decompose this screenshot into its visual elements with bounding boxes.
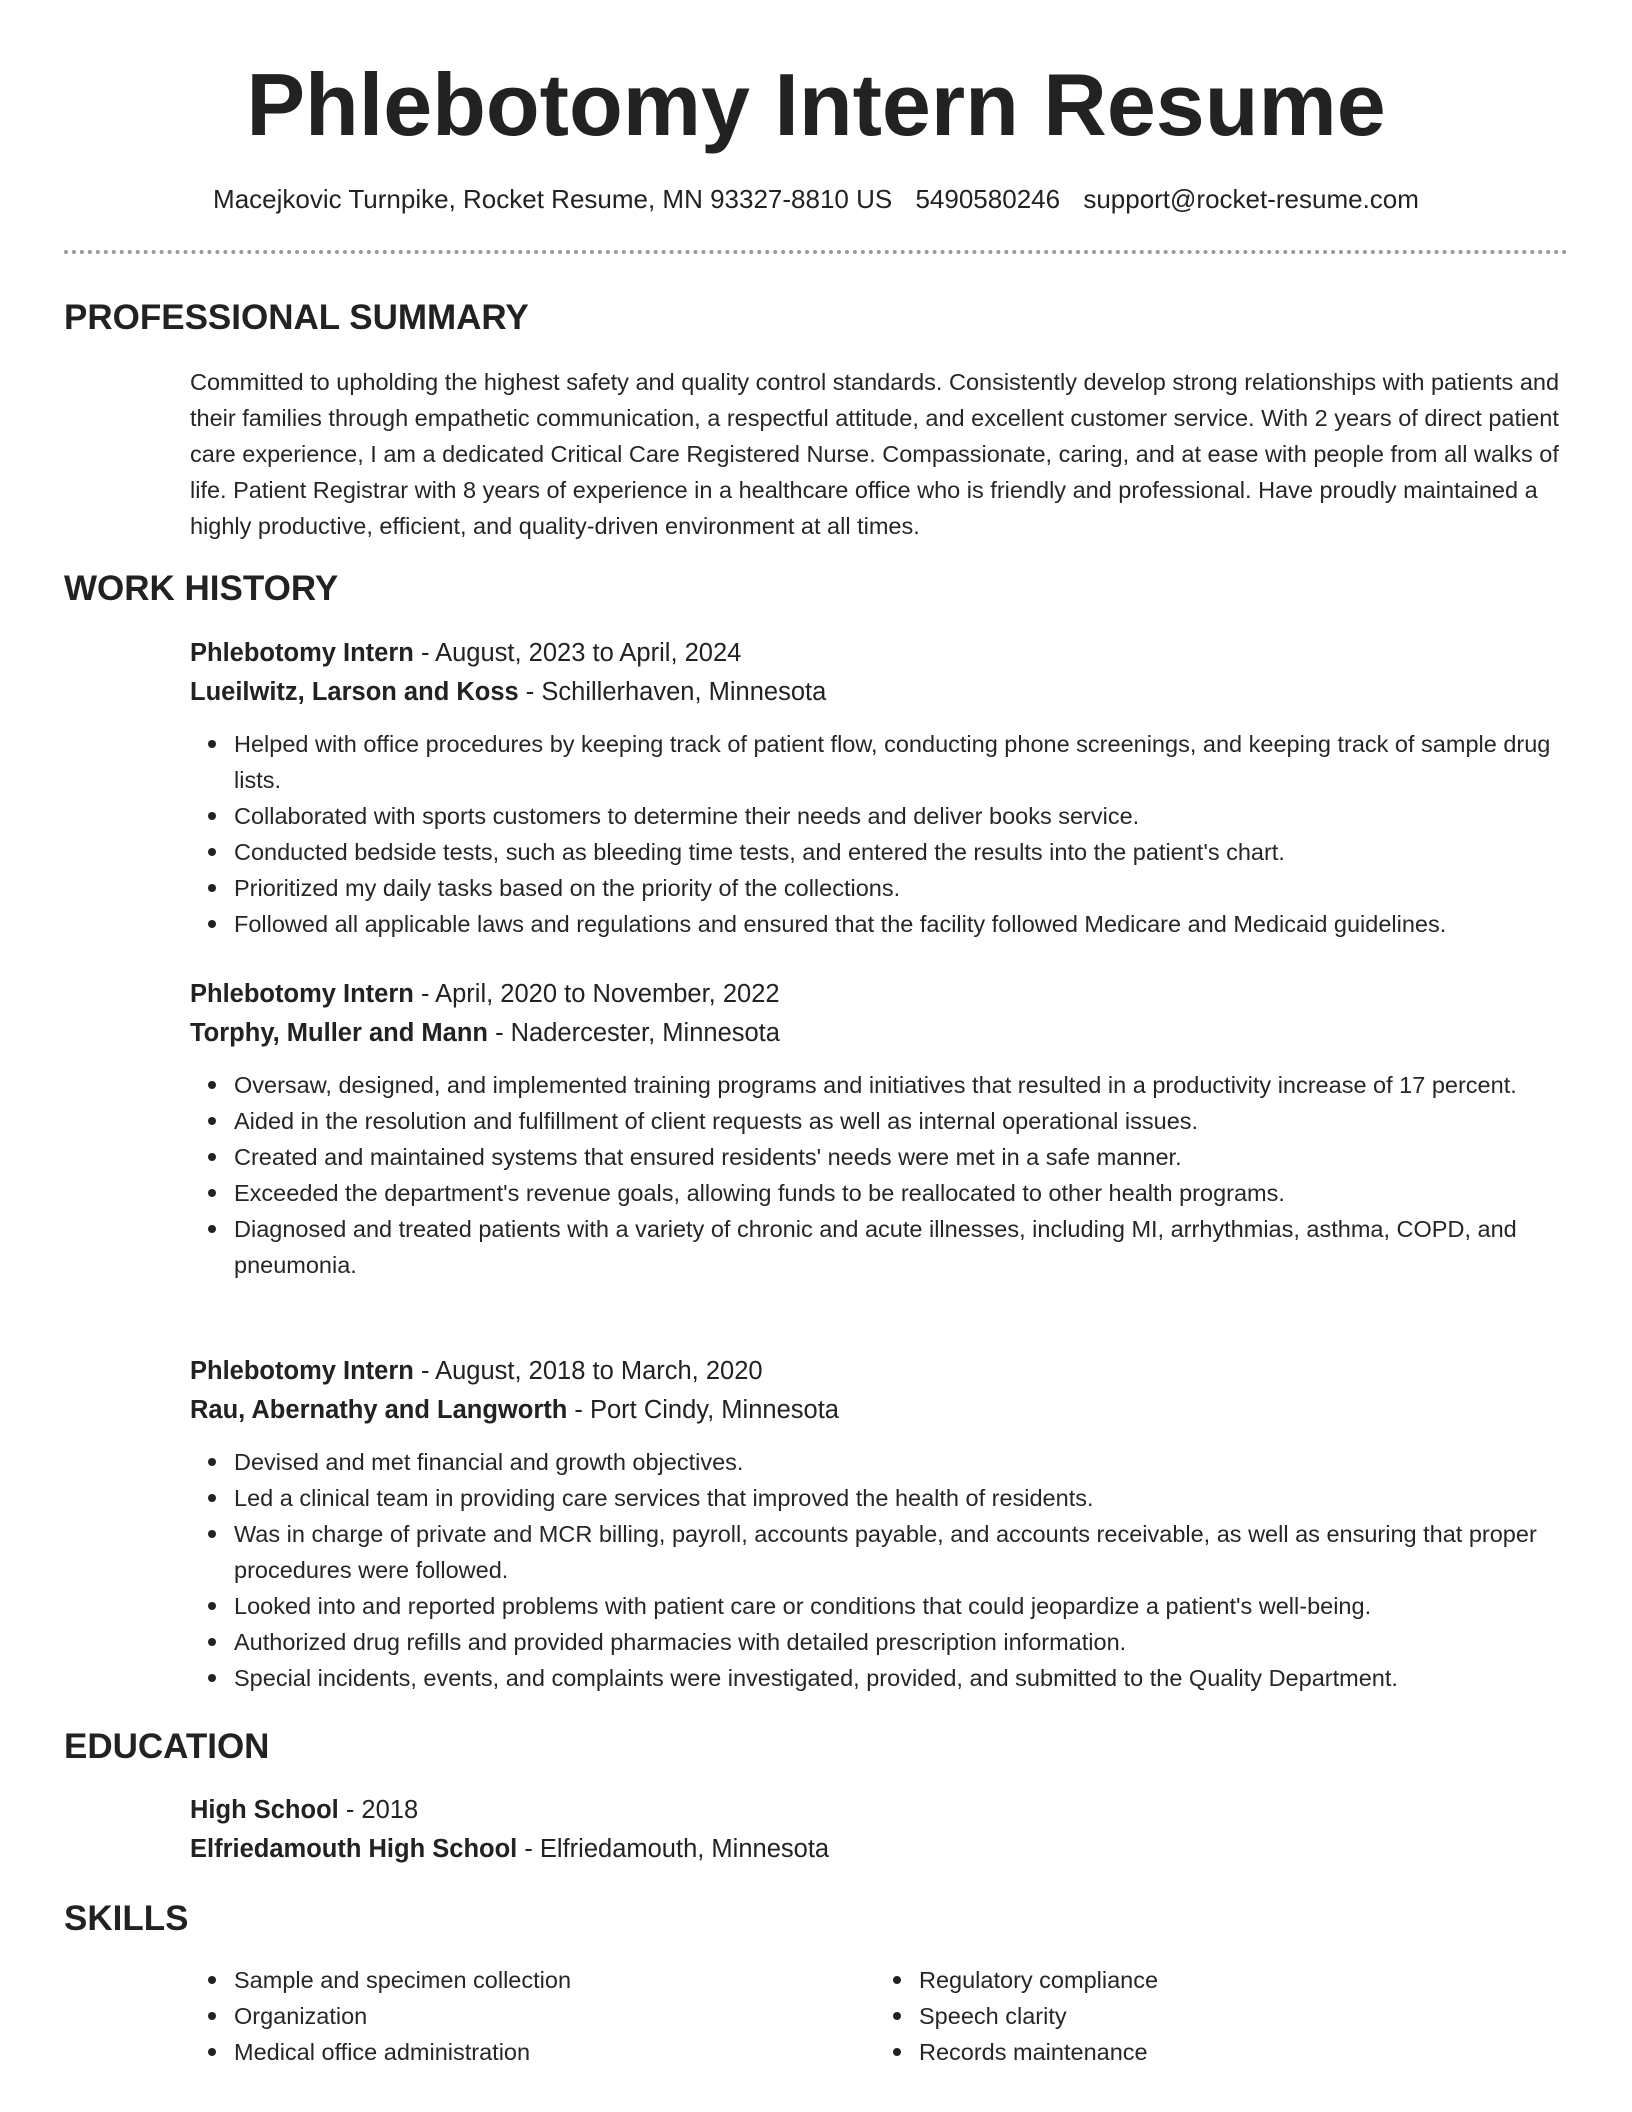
job-bullet: Prioritized my daily tasks based on the priority of the collections. — [234, 870, 1560, 906]
resume-page — [64, 0, 1568, 2065]
email: support@rocket-resume.com — [1083, 184, 1419, 214]
job-bullets — [190, 726, 1560, 942]
education-entry — [190, 1791, 1560, 1869]
skills-columns — [190, 1962, 1560, 2070]
job-company: Rau, Abernathy and Langworth — [190, 1396, 568, 1424]
job-bullet: Helped with office procedures by keeping track of patient flow, conducting phone screenings, and keeping track of sample drug lists. — [234, 726, 1560, 798]
skill-item: Sample and specimen collection — [234, 1962, 875, 1998]
work-history-heading: WORK HISTORY — [64, 569, 339, 608]
education-heading: EDUCATION — [64, 1727, 270, 1766]
job-bullet: Looked into and reported problems with patient care or conditions that could jeopardize a patient's well-being. — [234, 1588, 1560, 1624]
education-school: Elfriedamouth High School — [190, 1835, 518, 1863]
skill-item: Speech clarity — [919, 1998, 1560, 2034]
job-dates: - August, 2018 to March, 2020 — [413, 1357, 763, 1385]
skill-item: Organization — [234, 1998, 875, 2034]
job-role: Phlebotomy Intern — [190, 980, 414, 1008]
skills-heading: SKILLS — [64, 1899, 189, 1938]
job-title-line — [190, 1352, 1560, 1391]
summary-section — [190, 364, 1560, 544]
job-company: Lueilwitz, Larson and Koss — [190, 678, 519, 706]
job-title-line — [190, 634, 1560, 673]
job-dates: - April, 2020 to November, 2022 — [413, 980, 780, 1008]
education-degree-line — [190, 1791, 1560, 1830]
education-degree: High School — [190, 1796, 339, 1824]
job-bullet: Created and maintained systems that ensured residents' needs were met in a safe manner. — [234, 1139, 1560, 1175]
job-bullet: Exceeded the department's revenue goals, allowing funds to be reallocated to other health programs. — [234, 1175, 1560, 1211]
education-year: - 2018 — [338, 1796, 419, 1824]
phone: 5490580246 — [915, 184, 1061, 214]
summary-text: Committed to upholding the highest safety and quality control standards. Consistently develop strong relationships with patients and their families through empathetic communication, a respectful attitude, and excellent customer service. With 2 years of direct patient care experience, I am a dedicated Critical Care Registered Nurse. Compassionate, caring, and at ease with people from all walks of life. Patient Registrar with 8 years of experience in a healthcare office who is friendly and professional. Have proudly maintained a highly productive, efficient, and quality-driven environment at all times. — [190, 369, 1560, 539]
job-dates: - August, 2023 to April, 2024 — [413, 639, 742, 667]
job-role: Phlebotomy Intern — [190, 1357, 414, 1385]
contact-line — [64, 182, 1568, 216]
job-location: - Port Cindy, Minnesota — [567, 1396, 839, 1424]
skills-section — [190, 1962, 1560, 2070]
job-company-line — [190, 673, 1560, 712]
job-entry — [190, 975, 1560, 1283]
job-bullet: Special incidents, events, and complaints were investigated, provided, and submitted to the Quality Department. — [234, 1660, 1560, 1696]
job-bullet: Devised and met financial and growth objectives. — [234, 1444, 1560, 1480]
education-location: - Elfriedamouth, Minnesota — [517, 1835, 830, 1863]
job-location: - Nadercester, Minnesota — [487, 1019, 780, 1047]
skill-item: Regulatory compliance — [919, 1962, 1560, 1998]
skills-left-list — [190, 1962, 875, 2070]
job-company: Torphy, Muller and Mann — [190, 1019, 488, 1047]
job-entry — [190, 634, 1560, 942]
address: Macejkovic Turnpike, Rocket Resume, MN 93327-8810 US — [213, 184, 893, 214]
job-location: - Schillerhaven, Minnesota — [518, 678, 827, 706]
job-bullet: Conducted bedside tests, such as bleeding time tests, and entered the results into the patient's chart. — [234, 834, 1560, 870]
job-company-line — [190, 1014, 1560, 1053]
job-bullets — [190, 1067, 1560, 1283]
job-bullets — [190, 1444, 1560, 1696]
skill-item: Records maintenance — [919, 2034, 1560, 2070]
job-bullet: Diagnosed and treated patients with a variety of chronic and acute illnesses, including MI, arrhythmias, asthma, COPD, and pneumonia. — [234, 1211, 1560, 1283]
job-bullet: Followed all applicable laws and regulations and ensured that the facility followed Medicare and Medicaid guidelines. — [234, 906, 1560, 942]
job-bullet: Aided in the resolution and fulfillment of client requests as well as internal operational issues. — [234, 1103, 1560, 1139]
resume-title: Phlebotomy Intern Resume — [246, 55, 1386, 154]
job-bullet: Led a clinical team in providing care services that improved the health of residents. — [234, 1480, 1560, 1516]
job-bullet: Authorized drug refills and provided pharmacies with detailed prescription information. — [234, 1624, 1560, 1660]
summary-heading: PROFESSIONAL SUMMARY — [64, 298, 529, 337]
job-company-line — [190, 1391, 1560, 1430]
skill-item: Medical office administration — [234, 2034, 875, 2070]
skills-right-list — [875, 1962, 1560, 2070]
job-role: Phlebotomy Intern — [190, 639, 414, 667]
education-school-line — [190, 1830, 1560, 1869]
job-bullet: Was in charge of private and MCR billing, payroll, accounts payable, and accounts receivable, as well as ensuring that proper procedures were followed. — [234, 1516, 1560, 1588]
job-bullet: Collaborated with sports customers to determine their needs and deliver books service. — [234, 798, 1560, 834]
job-entry — [190, 1352, 1560, 1696]
job-title-line — [190, 975, 1560, 1014]
job-bullet: Oversaw, designed, and implemented training programs and initiatives that resulted in a productivity increase of 17 percent. — [234, 1067, 1560, 1103]
header-divider — [64, 250, 1568, 254]
